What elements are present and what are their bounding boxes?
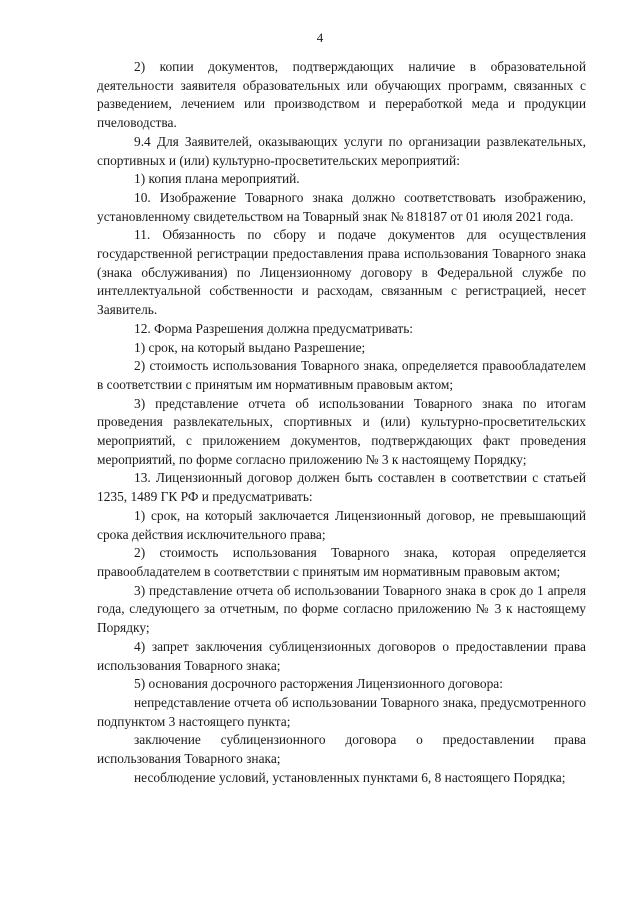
paragraph: 1) срок, на который выдано Разрешение; (134, 339, 366, 355)
paragraph: 10. Изображение Товарного знака должно соответствовать изображению, установленному свидетельством на Товарный знак № 818187 от 01 июля 2021 года. (97, 189, 586, 224)
paragraph: 11. Обязанность по сбору и подаче документов для осуществления государственной регистрации предоставления права использования Товарного знака (знака обслуживания) по Лицензионному договору в Федеральной службе по интеллектуальной собственности и расходам, связанным с регистрацией, несет Заявитель. (97, 227, 586, 318)
paragraph: 1) копия плана мероприятий. (134, 171, 300, 187)
paragraph: 2) стоимость использования Товарного знака, определяется правообладателем в соответствии с принятым им нормативным правовым актом; (97, 358, 586, 392)
paragraph: заключение сублицензионного договора о предоставлении права использования Товарного знака; (97, 732, 586, 767)
paragraph: 1) срок, на который заключается Лицензионный договор, не превышающий срока действия исключительного права; (97, 507, 586, 542)
paragraph: 9.4 Для Заявителей, оказывающих услуги по организации развлекательных, спортивных и (или) культурно-просветительских мероприятий: (97, 133, 586, 168)
paragraph: 2) копии документов, подтверждающих наличие в образовательной деятельности заявителя образовательных или обучающих программ, связанных с разведением, лечением или производством и переработкой меда и продукции пчеловодства. (97, 59, 586, 131)
paragraph: 2) стоимость использования Товарного знака, которая определяется правообладателем в соответствии с принятым им нормативным правовым актом; (97, 545, 586, 579)
document-body (97, 58, 586, 787)
page-number: 4 (316, 30, 324, 45)
paragraph: 3) представление отчета об использовании Товарного знака по итогам проведения развлекательных, спортивных и (или) культурно-просветительских мероприятий, с приложением документов, подтверждающих факт проведения мероприятий, по форме согласно приложению № 3 к настоящему Порядку; (97, 395, 586, 467)
paragraph: 3) представление отчета об использовании Товарного знака в срок до 1 апреля года, следующего за отчетным, по форме согласно приложению № 3 к настоящему Порядку; (97, 582, 586, 636)
paragraph: 4) запрет заключения сублицензионных договоров о предоставлении права использования Товарного знака; (97, 638, 586, 673)
paragraph: непредставление отчета об использовании Товарного знака, предусмотренного подпунктом 3 настоящего пункта; (97, 694, 586, 729)
paragraph: 5) основания досрочного расторжения Лицензионного договора: (134, 676, 503, 692)
paragraph: несоблюдение условий, установленных пунктами 6, 8 настоящего Порядка; (134, 769, 566, 785)
paragraph: 12. Форма Разрешения должна предусматривать: (134, 320, 414, 336)
paragraph: 13. Лицензионный договор должен быть составлен в соответствии с статьей 1235, 1489 ГК РФ и предусматривать: (97, 470, 586, 505)
